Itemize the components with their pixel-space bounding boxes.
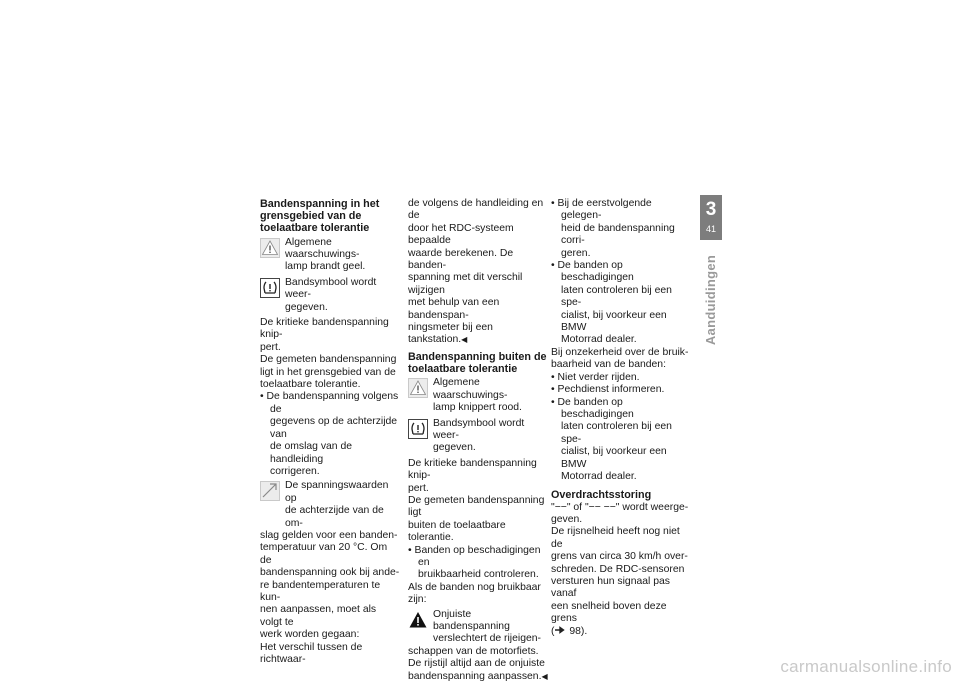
paragraph-measured: De gemeten bandenspanning ligt buiten de toelaatbare tolerantie. xyxy=(408,494,545,544)
end-mark-icon: ◀ xyxy=(541,671,548,681)
paragraph-dashes: "−−" of "−− −−" wordt weerge- geven. xyxy=(551,501,689,525)
column-3 xyxy=(551,198,691,638)
page-reference-link[interactable]: 98). xyxy=(569,625,588,637)
paragraph-measured: De gemeten bandenspanning ligt in het grensgebied van de toelaatbare tolerantie. xyxy=(260,354,397,391)
note-line: De spanningswaarden op de achterzijde van de om- xyxy=(260,480,400,530)
column-1 xyxy=(260,198,400,666)
watermark: carmanualsonline.info xyxy=(780,656,952,676)
warning-lamp-line: Algemene waarschuwings- lamp brandt geel. xyxy=(260,237,400,274)
bullet-correct-pressure: • De bandenspanning volgens de gegevens op de achterzijde van de omslag van de handleiding corrigeren. xyxy=(260,391,399,477)
heading-tolerance-limit: Bandenspanning in het grensgebied van de toelaatbare tolerantie xyxy=(260,198,380,235)
chapter-number: 3 xyxy=(705,199,717,220)
tyre-symbol-line: Bandsymbool wordt weer- gegeven. xyxy=(408,418,548,455)
heading-transmission-fault: Overdrachtsstoring xyxy=(551,489,652,502)
paragraph-speed: De rijsnelheid heeft nog niet de grens van circa 30 km/h over- schreden. De RDC-sensoren versturen hun signaal pas vanaf een snelheid boven deze grens ( 98). xyxy=(551,526,688,637)
tyre-pressure-icon xyxy=(408,419,428,439)
paragraph-caution-rest: schappen van de motorfiets. De rijstijl altijd aan de onjuiste bandenspanning aanpassen.◀ xyxy=(408,645,548,682)
paragraph-critical: De kritieke bandenspanning knip- pert. xyxy=(260,317,389,353)
paragraph-critical: De kritieke bandenspanning knip- pert. xyxy=(408,457,537,494)
bullet-breakdown-service: • Pechdienst informeren. xyxy=(551,384,665,396)
bullet-dealer-check-2: • De banden op beschadigingen laten controleren bij een spe- cialist, bij voorkeur een BMW Motorrad dealer. xyxy=(551,396,672,482)
warning-triangle-icon xyxy=(408,378,428,398)
note-arrow-icon xyxy=(260,481,280,501)
warning-lamp-line: Algemene waarschuwings- lamp knippert rood. xyxy=(408,377,548,414)
paragraph-if-usable: Als de banden nog bruikbaar zijn: xyxy=(408,581,541,606)
end-mark-icon: ◀ xyxy=(461,335,468,345)
bullet-correct-next: • Bij de eerstvolgende gelegen- heid de bandenspanning corri- geren. xyxy=(551,198,675,259)
paragraph-continued: de volgens de handleiding en de door het RDC-systeem bepaalde waarde berekenen. De banden- spanning met dit verschil wijzigen met behulp van een bandenspan- ningsmeter bij een tankstation.◀ xyxy=(408,198,544,346)
column-2 xyxy=(408,198,548,683)
warning-triangle-icon xyxy=(260,238,280,258)
bullet-check-tyres: • Banden op beschadigingen en bruikbaarheid controleren. xyxy=(408,544,541,581)
heading-outside-tolerance: Bandenspanning buiten de toelaatbare tolerantie xyxy=(408,350,547,376)
bullet-dealer-check: • De banden op beschadigingen laten controleren bij een spe- cialist, bij voorkeur een BMW Motorrad dealer. xyxy=(551,260,672,346)
caution-line: Onjuiste bandenspanning verslechtert de rijeigen- xyxy=(408,609,548,646)
page-reference-arrow-icon xyxy=(554,626,566,634)
tyre-pressure-icon xyxy=(260,278,280,298)
chapter-tab xyxy=(700,195,722,240)
chapter-label: Aanduidingen xyxy=(702,254,718,346)
tyre-symbol-line: Bandsymbool wordt weer- gegeven. xyxy=(260,277,400,314)
paragraph-note-rest: slag gelden voor een banden- temperatuur van 20 °C. Om de bandenspanning ook bij ande- re bandentemperaturen te kun- nen aanpassen, moet als volgt te werk worden gegaan: Het verschil tussen de richtwaar- xyxy=(260,529,400,666)
bullet-stop-riding: • Niet verder rijden. xyxy=(551,371,640,383)
page-number: 41 xyxy=(705,224,716,234)
caution-triangle-icon xyxy=(408,610,428,630)
paragraph-uncertain: Bij onzekerheid over de bruik- baarheid van de banden: xyxy=(551,346,689,371)
